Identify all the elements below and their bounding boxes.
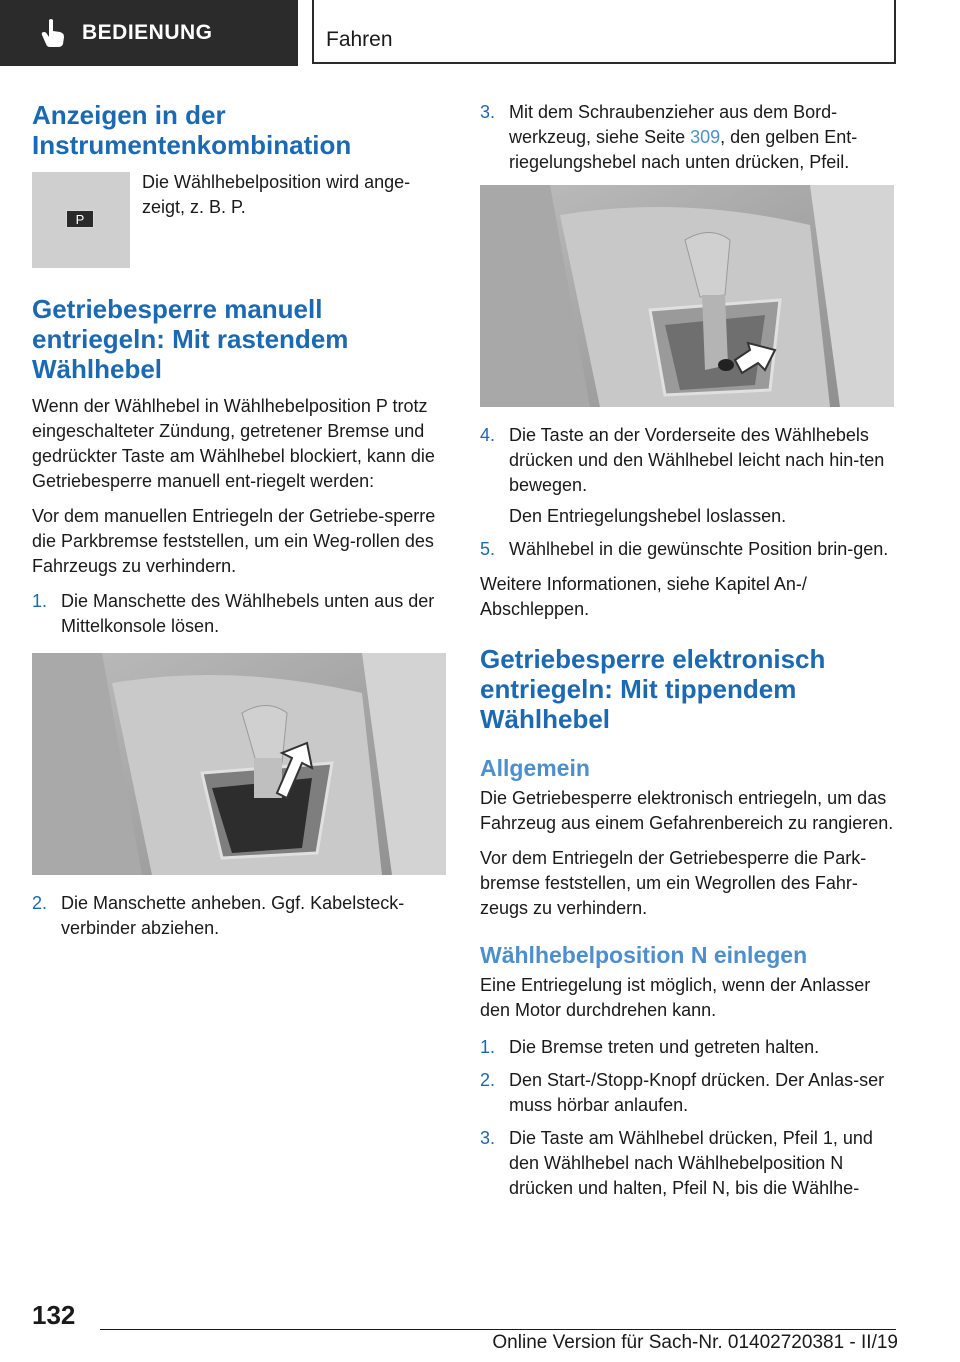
gear-position-badge: P: [66, 210, 94, 228]
step-number: 3.: [480, 1128, 496, 1148]
manual-steps-list-right-continued: [480, 423, 894, 562]
step-text: , den gelben Ent-riegelungshebel nach unten drücken, Pfeil.: [509, 127, 858, 172]
manual-steps-list-right: [480, 100, 894, 175]
step-number: 2.: [480, 1070, 496, 1090]
chapter-label: Fahren: [326, 28, 393, 51]
page-number: 132: [32, 1300, 76, 1330]
paragraph-general-1: Die Getriebesperre elektronisch entriegeln, um das Fahrzeug aus einem Gefahrenbereich zu rangieren.: [480, 788, 894, 833]
heading-electronic-unlock: Getriebesperre elektronisch entriegeln: Mit tippendem Wählhebel: [480, 644, 826, 734]
left-column: [32, 100, 446, 951]
chapter-frame: [312, 0, 896, 64]
step-number: 4.: [480, 425, 496, 445]
more-info-text: Weitere Informationen, siehe Kapitel An-/ Abschleppen.: [480, 574, 807, 619]
list-item: [480, 1126, 894, 1201]
step-number: 3.: [480, 102, 496, 122]
step-subtext: Den Entriegelungshebel loslassen.: [509, 506, 787, 526]
section-label: BEDIENUNG: [82, 21, 213, 44]
step-text: Den Start-/Stopp-Knopf drücken. Der Anlas-ser muss hörbar anlaufen.: [509, 1070, 885, 1115]
step-text: Die Manschette anheben. Ggf. Kabelsteck-verbinder abziehen.: [61, 893, 405, 938]
manual-steps-list: [32, 589, 446, 639]
footer-version-text: Online Version für Sach-Nr. 01402720381 - II/19: [492, 1332, 898, 1353]
hand-pointer-icon: [40, 18, 66, 48]
gear-lever-photo-boot: [32, 653, 446, 875]
list-item: [480, 423, 894, 529]
step-text: Mit dem Schraubenzieher aus dem Bord-werkzeug, siehe Seite: [509, 102, 838, 147]
heading-display: Anzeigen in der Instrumentenkombination: [32, 100, 352, 160]
step-number: 5.: [480, 539, 496, 559]
page-header: [0, 0, 960, 66]
footer-divider: [100, 1329, 896, 1330]
step-text: Die Manschette des Wählhebels unten aus der Mittelkonsole lösen.: [61, 591, 435, 636]
manual-steps-list-continued: [32, 891, 446, 941]
step-text: Wählhebel in die gewünschte Position brin-gen.: [509, 539, 889, 559]
heading-manual-unlock: Getriebesperre manuell entriegeln: Mit rastendem Wählhebel: [32, 294, 349, 384]
page-reference-link[interactable]: 309: [690, 127, 721, 147]
instrument-display-image: [32, 172, 130, 268]
list-item: [480, 537, 894, 562]
display-text: Die Wählhebelposition wird ange-zeigt, z. B. P.: [142, 172, 411, 217]
list-item: [32, 589, 446, 639]
list-item: [480, 1035, 894, 1060]
step-number: 1.: [480, 1037, 496, 1057]
paragraph-manual-1: Wenn der Wählhebel in Wählhebelposition P trotz eingeschalteter Zündung, getretener Bremse und gedrückter Taste am Wählhebel blockiert, kann die Getriebesperre manuell ent-riegelt werden:: [32, 396, 435, 491]
gear-lever-photo-release: [480, 185, 894, 407]
heading-general: Allgemein: [480, 755, 590, 781]
paragraph-manual-2: Vor dem manuellen Entriegeln der Getriebe-sperre die Parkbremse feststellen, um ein Weg-rollen des Fahrzeugs zu verhindern.: [32, 506, 436, 576]
display-indicator-block: [32, 170, 446, 268]
section-tab: [0, 0, 298, 66]
list-item: [480, 100, 894, 175]
step-number: 1.: [32, 591, 48, 611]
step-number: 2.: [32, 893, 48, 913]
step-text: Die Taste an der Vorderseite des Wählhebels drücken und den Wählhebel leicht nach hin-ten bewegen.: [509, 425, 885, 495]
list-item: [480, 1068, 894, 1118]
step-text: Die Bremse treten und getreten halten.: [509, 1037, 820, 1057]
heading-neutral: Wählhebelposition N einlegen: [480, 942, 808, 968]
step-text: Die Taste am Wählhebel drücken, Pfeil 1, und den Wählhebel nach Wählhebelposition N drücken und halten, Pfeil N, bis die Wählhe-: [509, 1128, 873, 1198]
list-item: [32, 891, 446, 941]
paragraph-neutral: Eine Entriegelung ist möglich, wenn der Anlasser den Motor durchdrehen kann.: [480, 975, 871, 1020]
right-column: [480, 100, 894, 1211]
paragraph-general-2: Vor dem Entriegeln der Getriebesperre die Park-bremse feststellen, um ein Wegrollen des Fahr-zeugs zu verhindern.: [480, 848, 867, 918]
neutral-steps-list: [480, 1035, 894, 1201]
